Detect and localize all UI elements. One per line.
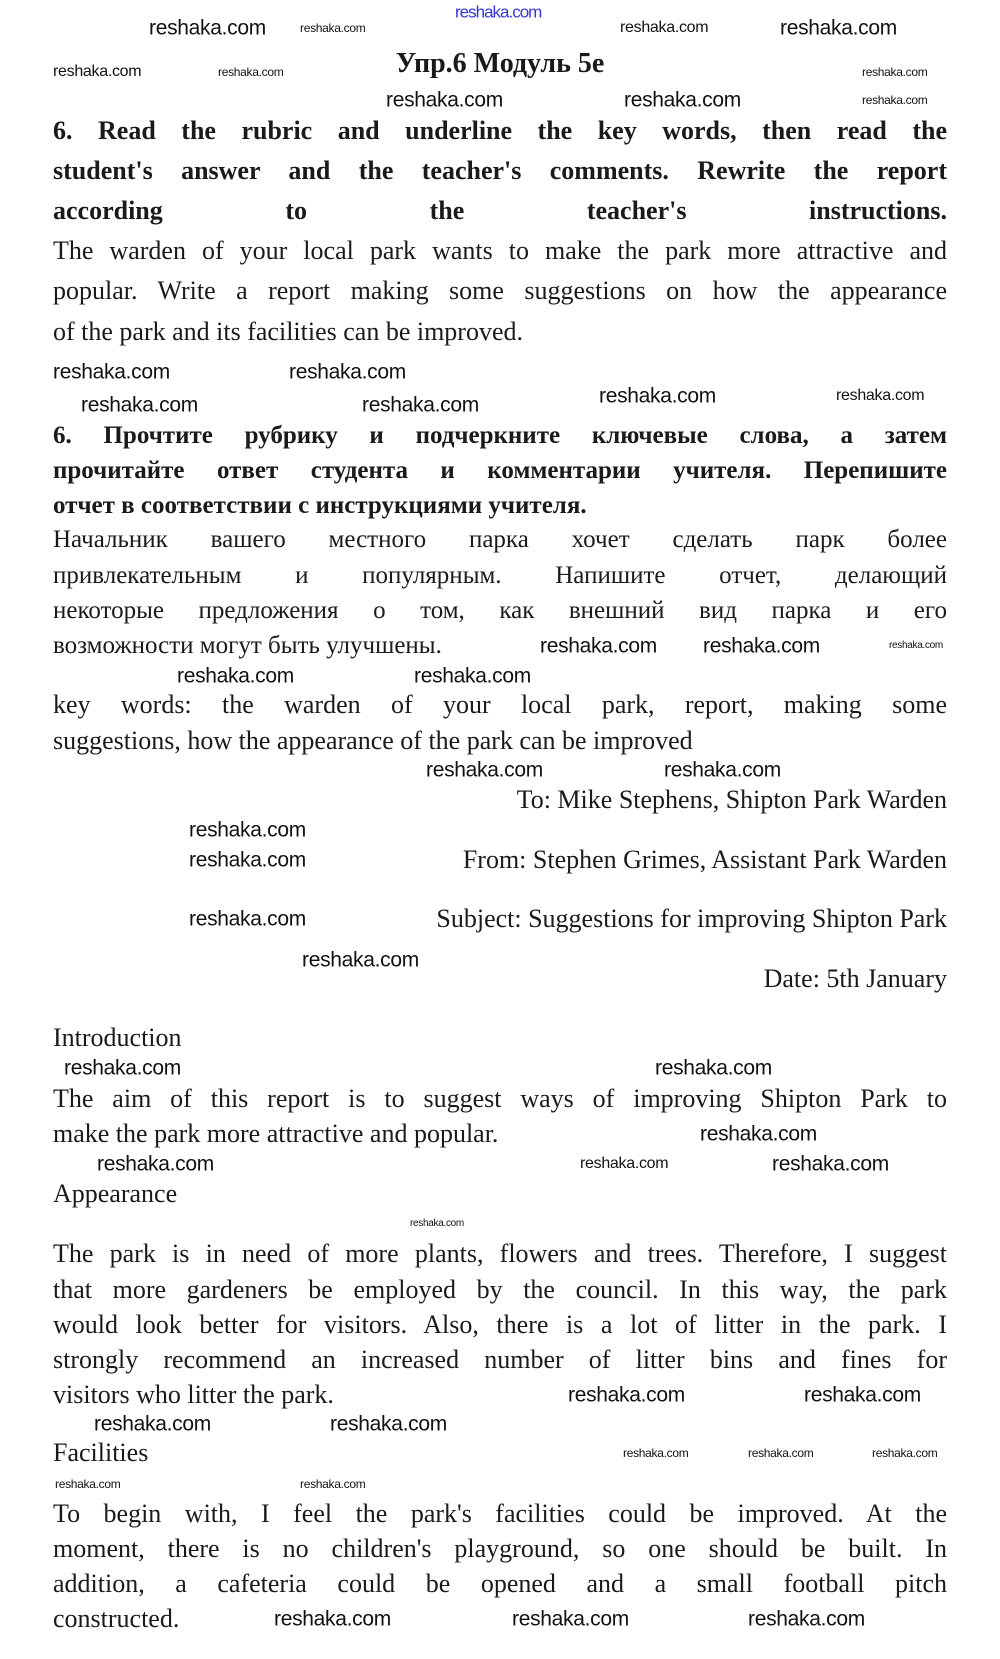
watermark: reshaka.com <box>748 1446 814 1460</box>
watermark: reshaka.com <box>748 1607 865 1631</box>
rubric-en-line: The warden of your local park wants to make the park more attractive and <box>53 236 947 265</box>
watermark: reshaka.com <box>772 1152 889 1176</box>
paragraph-line: that more gardeners be employed by the council. In this way, the park <box>53 1275 947 1304</box>
paragraph-line: To begin with, I feel the park's facilities could be improved. At the <box>53 1499 947 1528</box>
watermark: reshaka.com <box>624 88 741 112</box>
rubric-en-line: popular. Write a report making some suggestions on how the appearance <box>53 276 947 305</box>
watermark: reshaka.com <box>862 93 928 107</box>
watermark: reshaka.com <box>580 1155 669 1172</box>
watermark: reshaka.com <box>410 1218 464 1229</box>
watermark: reshaka.com <box>53 63 142 80</box>
watermark: reshaka.com <box>274 1607 391 1631</box>
task-en-line: according to the teacher's instructions. <box>53 196 947 225</box>
rubric-ru-line: некоторые предложения о том, как внешний вид парка и его <box>53 597 947 624</box>
watermark: reshaka.com <box>81 393 198 417</box>
watermark: reshaka.com <box>149 16 266 40</box>
watermark: reshaka.com <box>97 1152 214 1176</box>
key-words-line: key words: the warden of your local park, report, making some <box>53 690 947 719</box>
watermark: reshaka.com <box>664 758 781 782</box>
page-title: Упр.6 Модуль 5е <box>395 48 605 79</box>
task-en-line: student's answer and the teacher's comments. Rewrite the report <box>53 156 947 185</box>
watermark: reshaka.com <box>700 1122 817 1146</box>
watermark: reshaka.com <box>53 360 170 384</box>
watermark-link[interactable]: reshaka.com <box>455 2 542 22</box>
watermark: reshaka.com <box>177 664 294 688</box>
rubric-ru-line: возможности могут быть улучшены. <box>53 632 442 659</box>
watermark: reshaka.com <box>386 88 503 112</box>
watermark: reshaka.com <box>620 19 709 36</box>
watermark: reshaka.com <box>804 1383 921 1407</box>
watermark: reshaka.com <box>300 21 366 35</box>
rubric-en-line: of the park and its facilities can be improved. <box>53 317 524 346</box>
watermark: reshaka.com <box>889 640 943 651</box>
watermark: reshaka.com <box>872 1446 938 1460</box>
appearance-heading: Appearance <box>53 1179 178 1208</box>
task-ru-line: отчет в соответствии с инструкциями учителя. <box>53 492 587 519</box>
report-from: From: Stephen Grimes, Assistant Park Warden <box>462 845 947 874</box>
watermark: reshaka.com <box>655 1056 772 1080</box>
watermark: reshaka.com <box>512 1607 629 1631</box>
paragraph-line: visitors who litter the park. <box>53 1380 334 1409</box>
paragraph-line: moment, there is no children's playground, so one should be built. In <box>53 1534 947 1563</box>
watermark: reshaka.com <box>218 65 284 79</box>
task-ru-line: 6. Прочтите рубрику и подчеркните ключевые слова, а затем <box>53 422 947 449</box>
watermark: reshaka.com <box>189 848 306 872</box>
report-to: To: Mike Stephens, Shipton Park Warden <box>516 785 947 814</box>
watermark: reshaka.com <box>599 384 716 408</box>
watermark: reshaka.com <box>568 1383 685 1407</box>
watermark: reshaka.com <box>836 387 925 404</box>
paragraph-line: The aim of this report is to suggest ways of improving Shipton Park to <box>53 1084 947 1113</box>
watermark: reshaka.com <box>362 393 479 417</box>
watermark: reshaka.com <box>623 1446 689 1460</box>
watermark: reshaka.com <box>703 634 820 658</box>
key-words-line: suggestions, how the appearance of the park can be improved <box>53 726 693 755</box>
watermark: reshaka.com <box>330 1412 447 1436</box>
task-en-line: 6. Read the rubric and underline the key words, then read the <box>53 116 947 145</box>
task-ru-line: прочитайте ответ студента и комментарии учителя. Перепишите <box>53 457 947 484</box>
paragraph-line: strongly recommend an increased number of litter bins and fines for <box>53 1345 947 1374</box>
facilities-heading: Facilities <box>53 1438 149 1467</box>
watermark: reshaka.com <box>289 360 406 384</box>
watermark: reshaka.com <box>94 1412 211 1436</box>
paragraph-line: would look better for visitors. Also, there is a lot of litter in the park. I <box>53 1310 947 1339</box>
paragraph-line: constructed. <box>53 1604 180 1633</box>
rubric-ru-line: привлекательным и популярным. Напишите отчет, делающий <box>53 562 947 589</box>
watermark: reshaka.com <box>426 758 543 782</box>
watermark: reshaka.com <box>780 16 897 40</box>
watermark: reshaka.com <box>862 65 928 79</box>
report-subject: Subject: Suggestions for improving Shipton Park <box>436 904 947 933</box>
rubric-ru-line: Начальник вашего местного парка хочет сделать парк более <box>53 526 947 553</box>
watermark: reshaka.com <box>414 664 531 688</box>
paragraph-line: addition, a cafeteria could be opened and a small football pitch <box>53 1569 947 1598</box>
watermark: reshaka.com <box>300 1477 366 1491</box>
watermark: reshaka.com <box>302 948 419 972</box>
watermark: reshaka.com <box>189 818 306 842</box>
watermark: reshaka.com <box>64 1056 181 1080</box>
paragraph-line: The park is in need of more plants, flowers and trees. Therefore, I suggest <box>53 1239 947 1268</box>
introduction-heading: Introduction <box>53 1023 182 1052</box>
watermark: reshaka.com <box>55 1477 121 1491</box>
watermark: reshaka.com <box>189 907 306 931</box>
paragraph-line: make the park more attractive and popular. <box>53 1119 499 1148</box>
watermark: reshaka.com <box>540 634 657 658</box>
report-date: Date: 5th January <box>763 964 947 993</box>
